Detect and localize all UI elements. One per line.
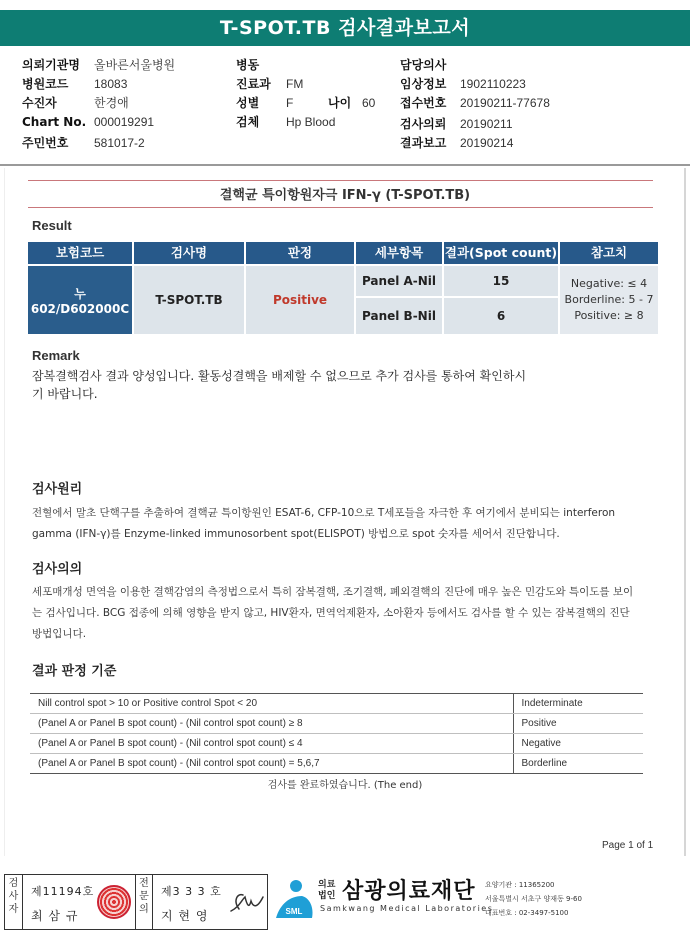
sex-label: 성별 [236, 96, 260, 110]
remark-label: Remark [32, 348, 80, 363]
sml-logo-text: SML [285, 907, 303, 916]
specimen-value: Hp Blood [286, 115, 336, 129]
header-reference: 참고치 [560, 242, 658, 264]
test-name-cell: T-SPOT.TB [134, 266, 244, 334]
criteria-table [30, 693, 643, 774]
org-info [485, 878, 582, 920]
examinee-value: 한경애 [94, 96, 129, 110]
age-label: 나이 [328, 96, 352, 110]
examiner-name: 최 삼 규 [31, 909, 79, 923]
page-number: Page 1 of 1 [602, 840, 654, 851]
criteria-condition: Nill control spot > 10 or Positive control Spot < 20 [30, 694, 513, 714]
criteria-result: Positive [513, 714, 643, 734]
request-date-row [400, 115, 513, 132]
insurance-code-cell: 누602/D602000C [28, 266, 132, 334]
patient-info [0, 54, 690, 156]
title-rule-top [28, 180, 653, 181]
panel-a-value: 15 [444, 266, 558, 296]
examiner-label: 검사자 [5, 875, 23, 929]
result-table [28, 242, 658, 334]
resident-no-row [22, 134, 145, 151]
criteria-heading: 결과 판정 기준 [32, 664, 117, 679]
age-value: 60 [362, 96, 376, 110]
org-name-en: Samkwang Medical Laboratories [320, 904, 494, 913]
sex-row [236, 94, 375, 111]
clinical-info-value: 1902110223 [460, 77, 526, 91]
end-note: 검사를 완료하였습니다. (The end) [267, 780, 423, 791]
reference-cell [560, 266, 658, 334]
report-title: T-SPOT.TB 검사결과보고서 [0, 10, 690, 46]
chart-no-row [22, 115, 154, 129]
clinical-info-label: 임상정보 [400, 77, 447, 91]
table-row [30, 754, 643, 774]
criteria-result: Negative [513, 734, 643, 754]
panel-b-item: Panel B-Nil [356, 298, 442, 334]
specimen-label: 검체 [236, 115, 260, 129]
judgment-cell: Positive [246, 266, 354, 334]
result-label: Result [32, 218, 72, 233]
department-row [236, 75, 303, 92]
resident-no-value: 581017-2 [94, 136, 145, 150]
significance-heading: 검사의의 [32, 562, 83, 577]
request-date-label: 검사의뢰 [400, 117, 447, 131]
principle-heading: 검사원리 [32, 482, 83, 497]
org-type: 의료법인 [318, 880, 336, 901]
header-spot-count: 결과(Spot count) [444, 242, 558, 264]
org-name: 삼광의료재단 [342, 879, 476, 904]
request-date-value: 20190211 [460, 117, 513, 131]
receipt-no-label: 접수번호 [400, 96, 447, 110]
table-row [30, 714, 643, 734]
examinee-label: 수진자 [22, 96, 57, 110]
header-test-name: 검사명 [134, 242, 244, 264]
ward-label: 병동 [236, 58, 260, 72]
ward-row [236, 56, 286, 73]
criteria-result: Indeterminate [513, 694, 643, 714]
header-insurance-code: 보험코드 [28, 242, 132, 264]
receipt-no-value: 20190211-77678 [460, 96, 550, 110]
org-phone: 대표번호 : 02-3497-5100 [485, 909, 569, 917]
reference-negative: Negative: ≤ 4 [570, 277, 648, 290]
hospital-code-label: 병원코드 [22, 77, 69, 91]
table-row [30, 694, 643, 714]
report-date-row [400, 134, 513, 151]
report-date-value: 20190214 [460, 136, 514, 150]
hospital-code-value: 18083 [94, 77, 128, 91]
criteria-condition: (Panel A or Panel B spot count) - (Nil control spot count) = 5,6,7 [30, 754, 513, 774]
criteria-condition: (Panel A or Panel B spot count) - (Nil control spot count) ≥ 8 [30, 714, 513, 734]
clinical-info-row [400, 75, 526, 92]
chart-no-value: 000019291 [94, 115, 155, 129]
panel-a-item: Panel A-Nil [356, 266, 442, 296]
org-code: 요양기관 : 11365200 [485, 881, 555, 889]
examiner-license: 제11194호 [31, 885, 95, 898]
org-address: 서울특별시 서초구 양재동 9-60 [485, 895, 582, 903]
criteria-result: Borderline [513, 754, 643, 774]
header-detail-item: 세부항목 [356, 242, 442, 264]
department-label: 진료과 [236, 77, 271, 91]
significance-text: 세포매개성 면역을 이용한 결핵감염의 측정법으로서 특히 잠복결핵, 조기결핵, 폐외결핵의 진단에 매우 높은 민감도와 특이도를 보이는 검사입니다. BCG 접종에 의해 영향을 받지 않고, HIV환자, 면역억제환자, 소아환자 등에서도 검사를 할 수 있는 잠복결핵의 진단 방법입니다. [32, 586, 634, 640]
reference-positive: Positive: ≥ 8 [574, 309, 644, 322]
reference-borderline: Borderline: 5 - 7 [564, 293, 654, 306]
header-judgment: 판정 [246, 242, 354, 264]
specialist-license: 제3 3 3 호 [161, 885, 222, 898]
sml-logo-icon [272, 878, 316, 922]
panel-b-value: 6 [444, 298, 558, 334]
principle-text: 전혈에서 말초 단핵구를 추출하여 결핵균 특이항원인 ESAT-6, CFP-10으로 T세포들을 자극한 후 여기에서 분비되는 interferon gamma (IFN-γ)를 Enzyme-linked immunosorbent spot(ELISPOT) 방법으로 spot 숫자를 세어서 진단합니다. [32, 507, 616, 540]
examinee-row [22, 94, 129, 111]
chart-no-label: Chart No. [22, 115, 87, 129]
criteria-condition: (Panel A or Panel B spot count) - (Nil control spot count) ≤ 4 [30, 734, 513, 754]
institution-row [22, 56, 175, 73]
title-rule-bottom [28, 207, 653, 208]
signature-box [4, 874, 268, 930]
doctor-row [400, 56, 460, 73]
receipt-no-row [400, 94, 550, 111]
report-date-label: 결과보고 [400, 136, 447, 150]
table-row [30, 734, 643, 754]
header-divider [0, 164, 690, 166]
specialist-name: 지 현 영 [161, 909, 209, 923]
specialist-label: 전문의 [135, 875, 153, 929]
resident-no-label: 주민번호 [22, 136, 69, 150]
institution-value: 올바른서울병원 [94, 58, 176, 72]
sex-value: F [286, 96, 294, 110]
footer [0, 872, 690, 938]
seal-icon [97, 885, 131, 919]
hospital-code-row [22, 75, 127, 92]
signature-icon [227, 887, 267, 917]
specimen-row [236, 113, 335, 130]
institution-label: 의뢰기관명 [22, 58, 80, 72]
test-title: 결핵균 특이항원자극 IFN-γ (T-SPOT.TB) [219, 188, 471, 203]
remark-text: 잠복결핵검사 결과 양성입니다. 활동성결핵을 배제할 수 없으므로 추가 검사를 통하여 확인하시기 바랍니다. [32, 369, 527, 401]
doctor-label: 담당의사 [400, 58, 447, 72]
department-value: FM [286, 77, 304, 91]
